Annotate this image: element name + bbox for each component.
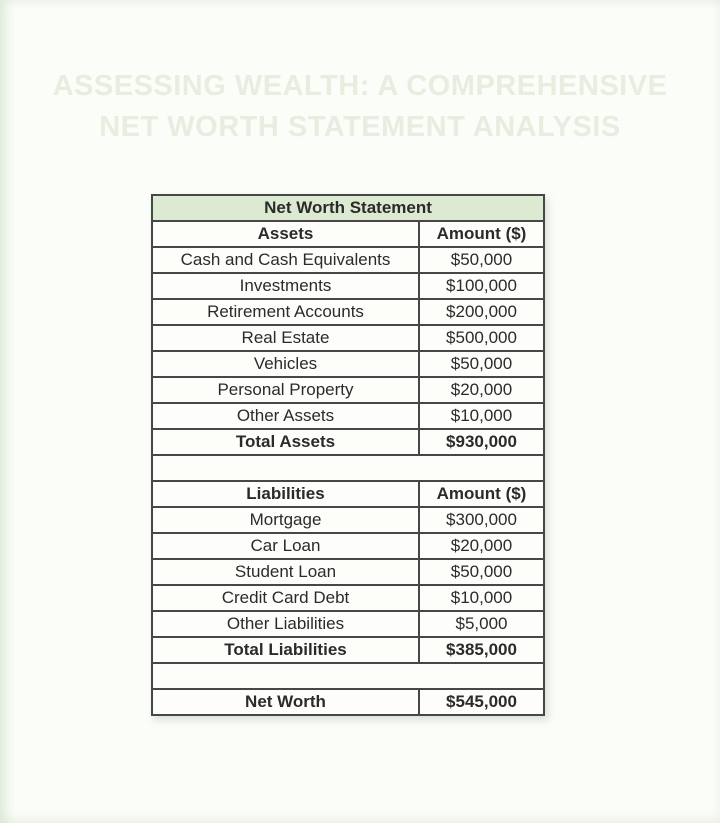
spacer-cell <box>152 455 544 481</box>
table-row <box>152 325 544 351</box>
net-worth-label: Net Worth <box>152 689 419 715</box>
row-amount: $50,000 <box>419 247 544 273</box>
table-row <box>152 299 544 325</box>
row-amount: $50,000 <box>419 559 544 585</box>
table-row <box>152 507 544 533</box>
row-label: Cash and Cash Equivalents <box>152 247 419 273</box>
spacer-row <box>152 663 544 689</box>
total-assets-amount: $930,000 <box>419 429 544 455</box>
assets-header-row <box>152 221 544 247</box>
table-row <box>152 611 544 637</box>
page-title-line-1: ASSESSING WEALTH: A COMPREHENSIVE <box>52 70 668 102</box>
column-header-amount-liabilities: Amount ($) <box>419 481 544 507</box>
row-label: Credit Card Debt <box>152 585 419 611</box>
total-assets-row <box>152 429 544 455</box>
row-amount: $50,000 <box>419 351 544 377</box>
row-amount: $10,000 <box>419 403 544 429</box>
liabilities-header-row <box>152 481 544 507</box>
table-title-row <box>152 195 544 221</box>
row-label: Student Loan <box>152 559 419 585</box>
table-row <box>152 559 544 585</box>
row-amount: $5,000 <box>419 611 544 637</box>
total-liabilities-label: Total Liabilities <box>152 637 419 663</box>
table-row <box>152 273 544 299</box>
net-worth-row <box>152 689 544 715</box>
column-header-liabilities: Liabilities <box>152 481 419 507</box>
row-label: Other Liabilities <box>152 611 419 637</box>
column-header-assets: Assets <box>152 221 419 247</box>
row-label: Personal Property <box>152 377 419 403</box>
net-worth-amount: $545,000 <box>419 689 544 715</box>
spacer-cell <box>152 663 544 689</box>
row-label: Vehicles <box>152 351 419 377</box>
table-row <box>152 403 544 429</box>
column-header-amount-assets: Amount ($) <box>419 221 544 247</box>
table-row <box>152 585 544 611</box>
net-worth-table <box>151 194 545 716</box>
row-label: Investments <box>152 273 419 299</box>
row-amount: $200,000 <box>419 299 544 325</box>
row-amount: $10,000 <box>419 585 544 611</box>
page-title-line-2: NET WORTH STATEMENT ANALYSIS <box>99 111 621 143</box>
total-assets-label: Total Assets <box>152 429 419 455</box>
table-row <box>152 351 544 377</box>
row-label: Car Loan <box>152 533 419 559</box>
row-label: Retirement Accounts <box>152 299 419 325</box>
page-title <box>0 66 720 148</box>
total-liabilities-amount: $385,000 <box>419 637 544 663</box>
row-label: Real Estate <box>152 325 419 351</box>
spacer-row <box>152 455 544 481</box>
row-amount: $500,000 <box>419 325 544 351</box>
row-amount: $20,000 <box>419 377 544 403</box>
table-title: Net Worth Statement <box>152 195 544 221</box>
row-amount: $300,000 <box>419 507 544 533</box>
table-row <box>152 377 544 403</box>
row-label: Mortgage <box>152 507 419 533</box>
row-amount: $100,000 <box>419 273 544 299</box>
table-row <box>152 533 544 559</box>
row-label: Other Assets <box>152 403 419 429</box>
total-liabilities-row <box>152 637 544 663</box>
table-row <box>152 247 544 273</box>
row-amount: $20,000 <box>419 533 544 559</box>
